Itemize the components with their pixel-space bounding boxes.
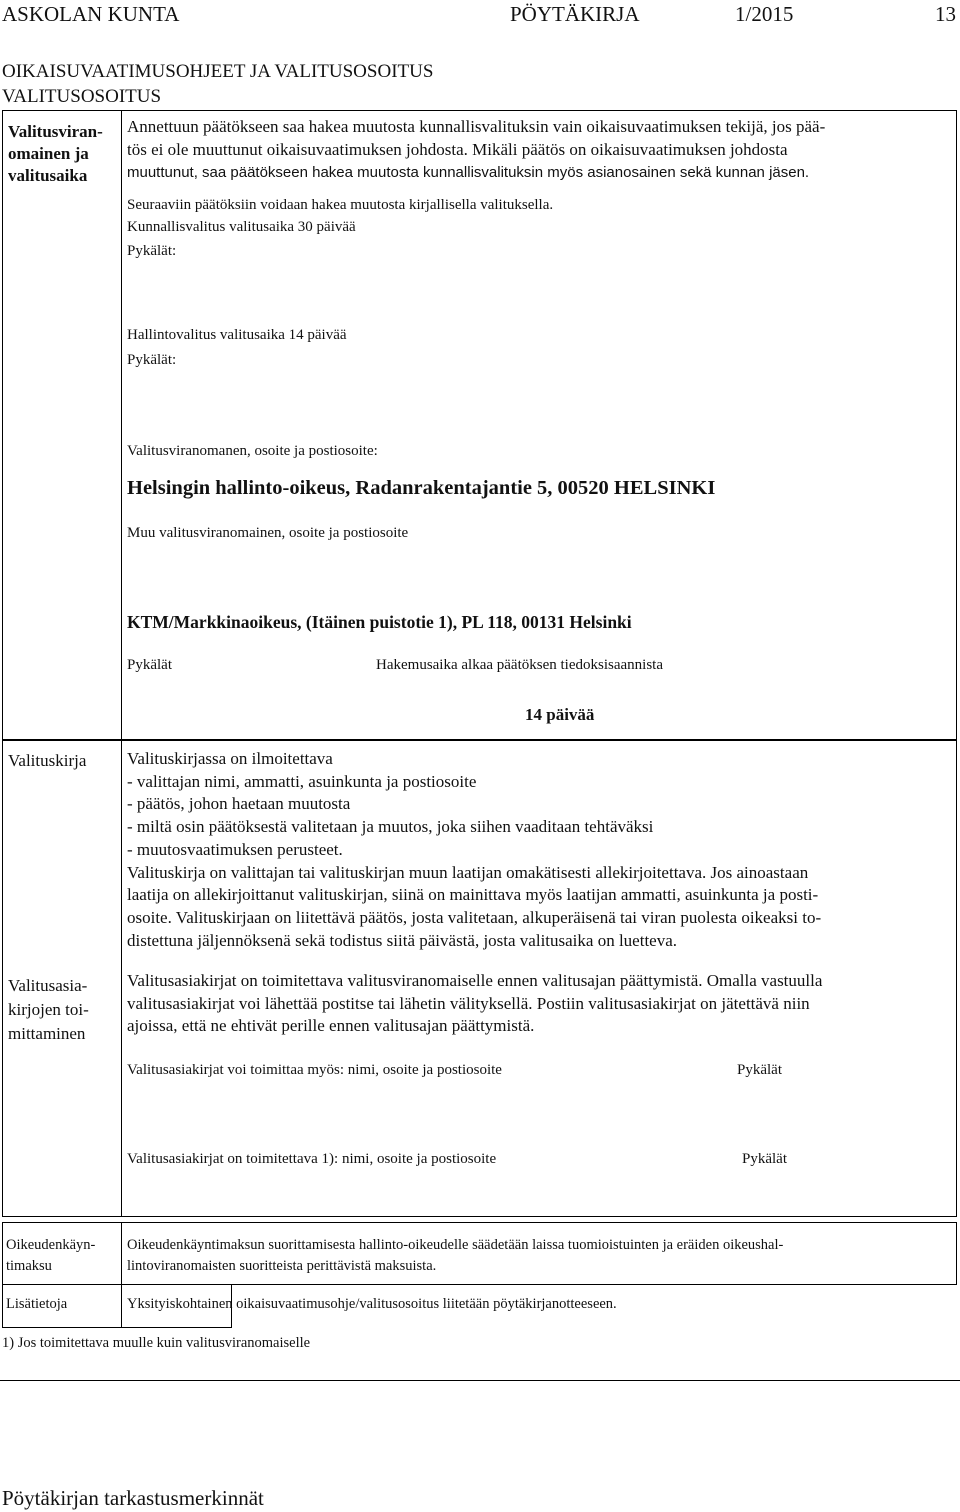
admin-sections-label: Pykälät: <box>127 352 177 368</box>
appeal-letter-label: Valituskirja <box>8 751 87 770</box>
delivery-must-sections: Pykälät <box>742 1151 787 1167</box>
footer-text: Pöytäkirjan tarkastusmerkinnät <box>2 1486 264 1510</box>
footnote: 1) Jos toimitettava muulle kuin valitusviranomaiselle <box>2 1335 311 1351</box>
delivery-must-label: Valitusasiakirjat on toimitettava 1): nimi, osoite ja postiosoite <box>127 1151 497 1167</box>
address-label: Valitusviranomanen, osoite ja postiosoite: <box>127 443 378 459</box>
municipal-sections-label: Pykälät: <box>127 243 177 259</box>
additional-text: Yksityiskohtainen oikaisuvaatimusohje/valitusosoitus liitetään pöytäkirjanotteeseen. <box>127 1296 617 1312</box>
sub-title: VALITUSOSOITUS <box>2 86 162 107</box>
market-court-address: KTM/Markkinaoikeus, (Itäinen puistotie 1), PL 118, 00131 Helsinki <box>127 612 632 632</box>
fees-text: Oikeudenkäyntimaksun suorittamisesta hallinto-oikeudelle säädetään laissa tuomioistuinten ja eräiden oikeushal- lintoviranomaisten suoritteista perittävistä maksuista. <box>127 1237 784 1274</box>
doc-type: PÖYTÄKIRJA <box>510 2 640 26</box>
authority-label: Valitusviran- omainen ja valitusaika <box>8 122 103 185</box>
footer-divider <box>0 1380 960 1381</box>
market-sections-label: Pykälät <box>127 657 172 673</box>
page-number: 13 <box>935 2 956 26</box>
application-period-text: Hakemusaika alkaa päätöksen tiedoksisaannista <box>376 657 663 673</box>
court-address: Helsingin hallinto-oikeus, Radanrakentajantie 5, 00520 HELSINKI <box>127 477 716 499</box>
municipal-appeal-period: Kunnallisvalitus valitusaika 30 päivää <box>127 219 356 235</box>
delivery-instructions: Valitusasiakirjat on toimitettava valitusviranomaiselle ennen valitusajan päättymistä. Omalla vastuulla valitusasiakirjat voi lähettää postitse tai lähetin välityksellä. Postiin valitusasiakirjat on jätettävä niin ajoissa, että ne ehtivät perille ennen valitusajan päättymistä. <box>127 971 823 1036</box>
delivery-also-sections: Pykälät <box>737 1062 782 1078</box>
admin-appeal-period: Hallintovalitus valitusaika 14 päivää <box>127 327 347 343</box>
main-title: OIKAISUVAATIMUSOHJEET JA VALITUSOSOITUS <box>2 61 434 82</box>
written-appeal-text: Seuraaviin päätöksiin voidaan hakea muutosta kirjallisella valituksella. <box>127 197 554 213</box>
delivery-also-label: Valitusasiakirjat voi toimittaa myös: nimi, osoite ja postiosoite <box>127 1062 502 1078</box>
period-days: 14 päivää <box>525 705 595 724</box>
fees-label: Oikeudenkäyn- timaksu <box>6 1237 96 1274</box>
additional-label: Lisätietoja <box>6 1296 68 1312</box>
authority-intro: Annettuun päätökseen saa hakea muutosta kunnallisvalituksin vain oikaisuvaatimuksen tekijä, jos pää- tös ei ole muuttunut oikaisuvaatimuksen johdosta. Mikäli päätös on oikaisuvaatimuksen johdosta muuttunut, saa päätökseen hakea muutosta kunnallisvalituksin myös asianosainen sekä kunnan jäsen. <box>127 117 826 182</box>
org-name: ASKOLAN KUNTA <box>2 2 180 26</box>
doc-number: 1/2015 <box>735 2 794 26</box>
appeal-letter-instructions: Valituskirjassa on ilmoitettava - valittajan nimi, ammatti, asuinkunta ja postiosoite - päätös, johon haetaan muutosta - miltä osin päätöksestä valitetaan ja muutos, joka siihen vaaditaan tehtäväksi - muutosvaatimuksen perusteet. Valituskirja on valittajan tai valituskirjan muun laatijan omakätisesti allekirjoitettava. Jos ainoastaan laatija on allekirjoittanut valituskirjan, siinä on mainittava myös laatijan ammatti, asuinkunta ja posti- osoite. Valituskirjaan on liitettävä päätös, josta valitetaan, alkuperäisenä tai viran puolesta oikeaksi to- distettuna jäljennöksenä sekä todistus siitä päivästä, josta valitusaika on luetteva. <box>127 749 822 950</box>
other-authority-label: Muu valitusviranomainen, osoite ja postiosoite <box>127 525 409 541</box>
delivery-label: Valitusasia- kirjojen toi- mittaminen <box>8 976 89 1043</box>
